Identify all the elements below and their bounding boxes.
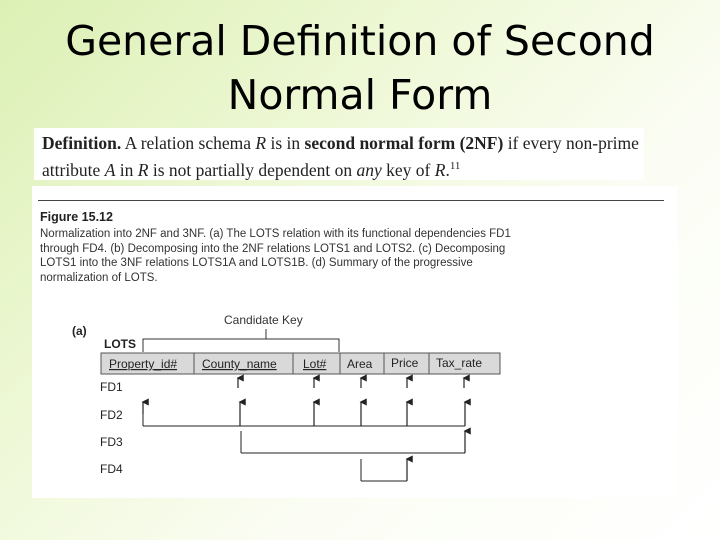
figure-panel <box>32 186 678 498</box>
attribute-county-name: County_name <box>202 357 277 371</box>
definition-fragment: in <box>115 159 138 180</box>
attribute-tax-rate: Tax_rate <box>436 356 483 370</box>
fd4-dependency <box>361 459 407 481</box>
definition-fragment: A <box>104 159 116 180</box>
definition-fragment: if every non-prime attribute <box>42 133 639 180</box>
definition-box <box>34 128 644 180</box>
definition-abbr: (2NF) <box>455 133 504 153</box>
candidate-key-bracket <box>143 339 339 352</box>
attribute-lot-number: Lot# <box>303 357 327 371</box>
fd1-dependency <box>238 378 464 388</box>
definition-fragment: is not partially dependent on <box>148 159 357 180</box>
definition-footnote: 11 <box>449 160 461 172</box>
figure-caption: Normalization into 2NF and 3NF. (a) The LOTS relation with its functional dependencies FD1 through FD4. (b) Decomposing into the 2NF relations LOTS1 and LOTS2. (c) Decomposing LOTS1 into the 3NF relations LOTS1A and LOTS1B. (d) Summary of the progressive normalization of LOTS. <box>40 228 511 284</box>
definition-fragment: . <box>445 159 450 180</box>
relation-name: LOTS <box>104 337 136 351</box>
definition-fragment: key of <box>381 159 435 180</box>
attribute-price: Price <box>391 356 419 370</box>
fd3-dependency <box>241 431 465 453</box>
definition-fragment: R <box>137 159 149 180</box>
fd4-label: FD4 <box>100 462 123 476</box>
definition-label: Definition. <box>42 133 122 153</box>
definition-fragment: R <box>255 133 267 153</box>
definition-text <box>42 132 642 182</box>
definition-fragment: A relation schema <box>121 133 256 153</box>
figure-label: Figure 15.12 <box>40 210 113 224</box>
attribute-property-id: Property_id# <box>109 357 178 371</box>
attribute-area: Area <box>347 357 373 371</box>
definition-term: second normal form <box>304 133 456 153</box>
slide-title: General Definition of Second Normal Form <box>65 17 655 119</box>
fd2-label: FD2 <box>100 408 123 422</box>
definition-fragment: any <box>356 159 382 180</box>
part-label: (a) <box>72 324 87 338</box>
fd1-label: FD1 <box>100 380 123 394</box>
candidate-key-label: Candidate Key <box>224 313 303 327</box>
definition-fragment: is in <box>266 133 305 153</box>
fd3-label: FD3 <box>100 435 123 449</box>
fd2-dependency <box>143 402 465 426</box>
lots-diagram <box>32 186 678 498</box>
definition-fragment: R <box>434 159 446 180</box>
